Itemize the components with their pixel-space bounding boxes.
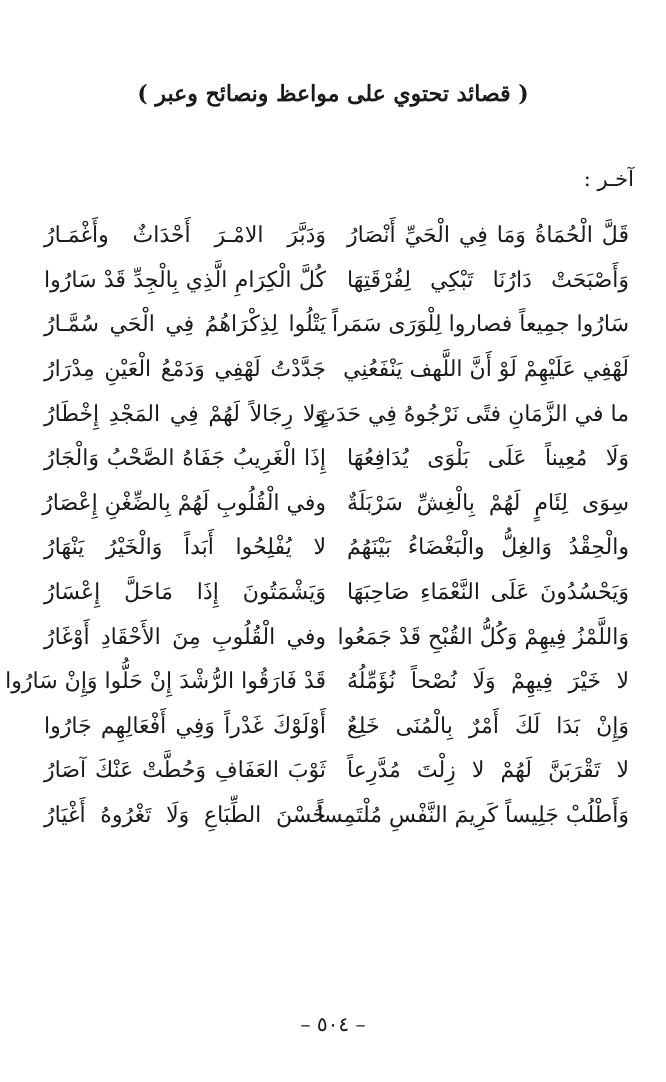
verse (5, 660, 629, 705)
first-hemistich: سَارُوا جمِيعاً فصاروا لِلْوَرَى سَمَراً (332, 312, 629, 338)
second-hemistich: وفي الْقُلُوبِ لَهُمْ بِالضِّغْنِ إِعْصَارُ (42, 490, 326, 516)
second-hemistich: إِذَا الْغَرِيبُ جَفَاهُ الصَّحْبُ وَالْجَارُ (44, 446, 326, 472)
first-hemistich: قَلَّ الْحُمَاةُ وَمَا فِي الْحَيِّ أَنْصَارُ (347, 223, 629, 249)
verse (44, 526, 629, 571)
first-hemistich: ما في الزَّمَانِ فتًى نَرْجُوهُ فِي حَدَثٍ (315, 401, 629, 427)
second-hemistich: كُلَّ الْكِرَامِ الَّذِي بِالْجِدِّ قَدْ سَارُوا (44, 267, 326, 293)
first-hemistich: وَأَطْلُبْ جَلِيساً كَرِيمَ النَّفْسِ مُلْتَمِساً (317, 803, 629, 829)
chapter-title: ( قصائد تحتوي على مواعظ ونصائح وعبر ) (137, 81, 529, 107)
first-hemistich: وَاللَّمْزُ فِيهِمْ وَكُلُّ القُبْحِ قَدْ جَمَعُوا (337, 624, 629, 650)
verse (44, 749, 629, 794)
second-hemistich: وَلا رِجَالاً لَهُمْ فِي المَجْدِ إِخْطَارُ (44, 401, 326, 427)
poem (5, 214, 629, 838)
first-hemistich: وَأَصْبَحَتْ دَارُنَا تَبْكِي لِفُرْقَتِهَا (347, 267, 629, 293)
first-hemistich: لا تَقْرَبَنَّ لَهُمْ لا زِلْتَ مُدَّرِعاً (347, 758, 629, 784)
first-hemistich: وَيَحْسُدُونَ عَلَى النَّعْمَاءِ صَاحِبَهَا (347, 580, 629, 606)
verse (44, 214, 629, 259)
verse (44, 437, 629, 482)
verse (44, 303, 629, 348)
second-hemistich: ثَوْبَ العَفَافِ وَحُطَّتْ عَنْكَ آصَارُ (44, 758, 326, 784)
second-hemistich: لا يُفْلِحُوا أَبَداً وَالْخَيْرُ يَنْهَارُ (44, 535, 326, 561)
second-hemistich: وَدَبَّرَ الامْـرَ أَحْدَاثٌ وأَغْمَـارُ (44, 223, 326, 249)
verse (44, 571, 629, 616)
page-number: – ٥٠٤ – (300, 1012, 366, 1036)
verse (44, 348, 629, 393)
first-hemistich: والْحِقْدُ وَالغِلُّ والْبَغْضَاءُ بَيْنَهُمُ (347, 535, 629, 561)
second-hemistich: يَتْلُوا لِذِكْرَاهُمُ فِي الْحَي سُمَّـارُ (44, 312, 326, 338)
first-hemistich: لا خَيْرَ فِيهِمْ وَلَا نُصْحاً نُؤَمِّلُهُ (347, 669, 629, 695)
verse (44, 259, 629, 304)
second-hemistich: أَوْلَوْكَ غَدْراً وَفِي أَفْعَالِهِم جَارُوا (44, 713, 326, 739)
verse (44, 705, 629, 750)
second-hemistich: وَيَشْمَتُونَ إِذَا مَاحَلَّ إِعْسَارُ (44, 580, 326, 606)
verse (44, 794, 629, 839)
first-hemistich: سِوَى لِئَامٍ لَهُمْ بِالْغِشِّ سَرْبَلَةٌ (347, 490, 629, 516)
first-hemistich: وَلَا مُعِيناً عَلَى بَلْوَى يُدَافِعُهَا (347, 446, 629, 472)
second-hemistich: قَدْ فَارَقُوا الرُّشْدَ إِنْ حَلُّوا وَإِنْ سَارُوا (5, 669, 326, 695)
second-hemistich: حُسْنَ الطِّبَاعِ وَلَا تَغْرُوهُ أَغْيَارُ (44, 803, 326, 829)
second-hemistich: وفي الْقُلُوبِ مِنَ الأَحْقَادِ أَوْغَارُ (44, 624, 326, 650)
first-hemistich: وَإِنْ بَدَا لَكَ أَمْرٌ بِالْمُنَى خَلِعٌ (347, 713, 629, 739)
first-hemistich: لَهْفِي عَلَيْهِمْ لَوْ أَنَّ اللَّهف يَنْفَعُنِي (343, 357, 629, 383)
verse (44, 615, 629, 660)
second-hemistich: جَدَّدْتُ لَهْفِي وَدَمْعُ الْعَيْنِ مِدْرَارُ (44, 357, 326, 383)
verse (44, 392, 629, 437)
verse (44, 482, 629, 527)
section-label: آخـر : (583, 167, 634, 191)
